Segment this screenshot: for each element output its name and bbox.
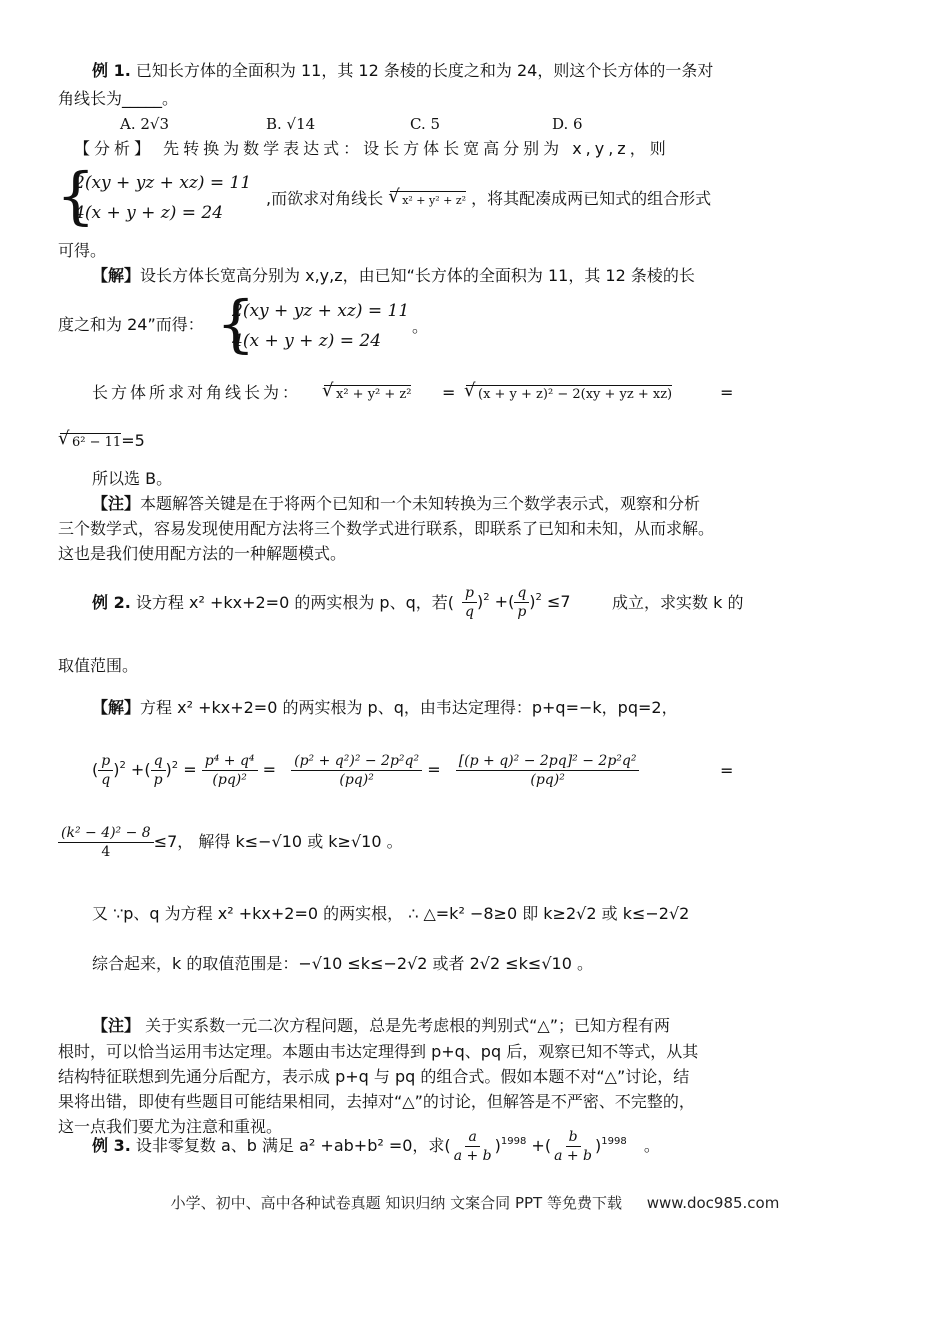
note-1-line-2: 三个数学式，容易发现使用配方法将三个数学式进行联系，即联系了已知和未知，从而求解。	[58, 519, 715, 538]
solution-line-4	[58, 430, 145, 452]
note-2-line-3: 结构特征联想到先通分后配方，表示成 p+q 与 pq 的组合式。假如本题不对“△”讨论，结	[58, 1067, 690, 1086]
example-2-inequality: $\frac{p}{q}$ )$^2$ +( $\frac{q}{p}$ )$^2$ ≤7	[462, 584, 571, 621]
equals-1: =	[442, 383, 456, 402]
diagonal-radical: √ x² + y² + z²	[390, 191, 466, 210]
example-2-solution-text-1: 方程 x² +kx+2=0 的两实根为 p、q，由韦达定理得：p+q=−k，pq=2，	[140, 698, 678, 717]
example-2-solution-line-3	[58, 824, 403, 861]
radical-expanded: √ (x + y + z)² − 2(xy + yz + xz)	[466, 385, 672, 404]
fraction-b-over-a-plus-b: $\frac{b}{a + b}$	[554, 1129, 593, 1164]
example-2-solution-label: 【解】	[92, 698, 141, 717]
solution-line-1	[92, 265, 695, 287]
solution-equation-1: 2(xy + yz + xz) = 11	[232, 301, 410, 321]
fraction-step-b: $\frac{\text{(p² + q²)² − 2p²q²}}{\text{(pq)²}}$	[291, 752, 422, 789]
note-label: 【注】	[92, 494, 141, 513]
analysis-line-1	[74, 138, 670, 160]
equation-2: 4(x + y + z) = 24	[74, 203, 224, 223]
equals-2: =	[720, 383, 734, 402]
analysis-text-2b: ，将其配凑成两已知式的组合形式	[471, 189, 712, 208]
example-2-question-text-1: 设方程 x² +kx+2=0 的两实根为 p、q，若(	[135, 593, 454, 612]
fraction-step-a: $\frac{\text{p⁴ + q⁴}}{\text{(pq)²}}$	[202, 752, 258, 789]
solution-period: 。	[412, 317, 429, 336]
analysis-line-2	[266, 188, 711, 210]
note-text-1: 本题解答关键是在于将两个已知和一个未知转换为三个数学表示式，观察和分析	[140, 494, 701, 513]
solution-equation-2: 4(x + y + z) = 24	[232, 331, 382, 351]
note-2-text-1: 关于实系数一元二次方程问题，总是先考虑根的判别式“△”；已知方程有两	[140, 1016, 670, 1035]
footer	[0, 1192, 950, 1213]
analysis-text-2a: ,而欲求对角线长	[266, 189, 384, 208]
example-1-question-line-1	[92, 60, 713, 82]
solution-line-2: 度之和为 24”而得：	[58, 315, 204, 334]
radical-sum-squares: √ x² + y² + z²	[324, 385, 411, 404]
footer-text: 小学、初中、高中各种试卷真题 知识归纳 文案合同 PPT 等免费下载	[170, 1194, 622, 1212]
solution-result: =5	[121, 431, 145, 450]
fraction-step-c: $\frac{\text{[(p + q)² − 2pq]² − 2p²q²}}{\text{(pq)²}}$	[456, 752, 640, 789]
example-1-question-text-1: 已知长方体的全面积为 11，其 12 条棱的长度之和为 24，则这个长方体的一条对	[135, 61, 714, 80]
solution-label: 【解】	[92, 266, 141, 285]
fraction-step-d: $\frac{\text{(k² − 4)² − 8}}{4}$	[58, 824, 154, 861]
note-1-line-1	[92, 493, 700, 515]
option-c: C. 5	[410, 115, 441, 133]
equation-system-2	[232, 296, 409, 356]
example-2-solution-line-5: 综合起来，k 的取值范围是：−√10 ≤k≤−2√2 或者 2√2 ≤k≤√10 。	[92, 954, 593, 973]
fraction-p-over-q: $\frac{p}{q}$	[462, 584, 477, 621]
fraction-q-over-p: $\frac{q}{p}$	[514, 584, 529, 621]
example-3-question-line: 例 3. 设非零复数 a、b 满足 a² +ab+b² =0，求( $\frac{a}{a + b}$ )$^{1998}$ +( $\frac{b}{a + b}$ )$^{1998}$ 。	[92, 1129, 660, 1164]
option-b: B. √14	[266, 115, 316, 133]
example-2-solution-line-1	[92, 697, 678, 719]
example-2-question-line-1	[92, 592, 454, 614]
example-1-question-line-2: 角线长为_____。	[58, 89, 179, 108]
choice-line: 所以选 B。	[92, 469, 173, 488]
example-2-expansion: ( $\frac{p}{q}$ )$^2$ +( $\frac{q}{p}$ )$^2$ = $\frac{\text{p⁴ + q⁴}}{\text{(pq)²}}$ = $\frac{\text{(p² + q²)² − 2p²q²}}{\text{(pq)²}}$ = $\frac{\text{[(p + q)² − 2pq]² − 2p²q²}}{\text{(pq)²}}$	[92, 752, 639, 789]
system-brace-1: {	[56, 159, 96, 232]
example-2-solution-text-3: ≤7， 解得 k≤−√10 或 k≥√10 。	[153, 832, 403, 851]
note-2-line-5: 这一点我们要尤为注意和重视。	[58, 1117, 283, 1136]
example-2-question-line-2: 取值范围。	[58, 656, 139, 675]
note-2-line-2: 根时，可以恰当运用韦达定理。本题由韦达定理得到 p+q、pq 后，观察已知不等式，从其	[58, 1042, 699, 1061]
option-d: D. 6	[552, 115, 583, 133]
solution-radical-2	[464, 382, 672, 404]
example-2-label: 例 2.	[92, 593, 131, 612]
radical-numeric: √ 6² − 11	[60, 433, 121, 452]
example-3-question-text: 设非零复数 a、b 满足 a² +ab+b² =0，求(	[135, 1136, 451, 1155]
solution-text-1: 设长方体长宽高分别为 x,y,z，由已知“长方体的全面积为 11，其 12 条棱的长	[140, 266, 695, 285]
solution-radical-1	[322, 382, 411, 404]
note-2-line-4: 果将出错，即使有些题目可能结果相同，去掉对“△”的讨论，但解答是不严密、不完整的，	[58, 1092, 695, 1111]
note-2-line-1	[92, 1015, 670, 1037]
analysis-text-1: 先转换为数学表达式：设长方体长宽高分别为 x,y,z，则	[163, 139, 670, 158]
fraction-p-q: $\frac{p}{q}$	[98, 752, 113, 789]
option-a: A. 2√3	[120, 115, 170, 133]
example-2-question-text-2: 成立，求实数 k 的	[612, 593, 744, 612]
fraction-q-p: $\frac{q}{p}$	[151, 752, 166, 789]
fraction-a-over-a-plus-b: $\frac{a}{a + b}$	[453, 1129, 492, 1164]
analysis-line-3: 可得。	[58, 241, 107, 260]
solution-line-3	[92, 382, 301, 404]
example-3-period: 。	[643, 1136, 660, 1155]
equation-1: 2(xy + yz + xz) = 11	[74, 173, 252, 193]
analysis-label: 【分析】	[74, 139, 155, 158]
example-1-label: 例 1.	[92, 61, 131, 80]
equation-system-1	[74, 168, 251, 228]
note-1-line-3: 这也是我们使用配方法的一种解题模式。	[58, 544, 347, 563]
equals-3: =	[720, 761, 734, 780]
footer-url[interactable]: www.doc985.com	[646, 1194, 780, 1212]
example-2-solution-line-4: 又 ∵p、q 为方程 x² +kx+2=0 的两实根， ∴ △=k² −8≥0 即 k≥2√2 或 k≤−2√2	[92, 904, 690, 923]
system-brace-2: {	[216, 287, 256, 360]
example-3-label: 例 3.	[92, 1136, 131, 1155]
solution-text-3: 长方体所求对角线长为：	[92, 383, 302, 402]
note-2-label: 【注】	[92, 1016, 141, 1035]
